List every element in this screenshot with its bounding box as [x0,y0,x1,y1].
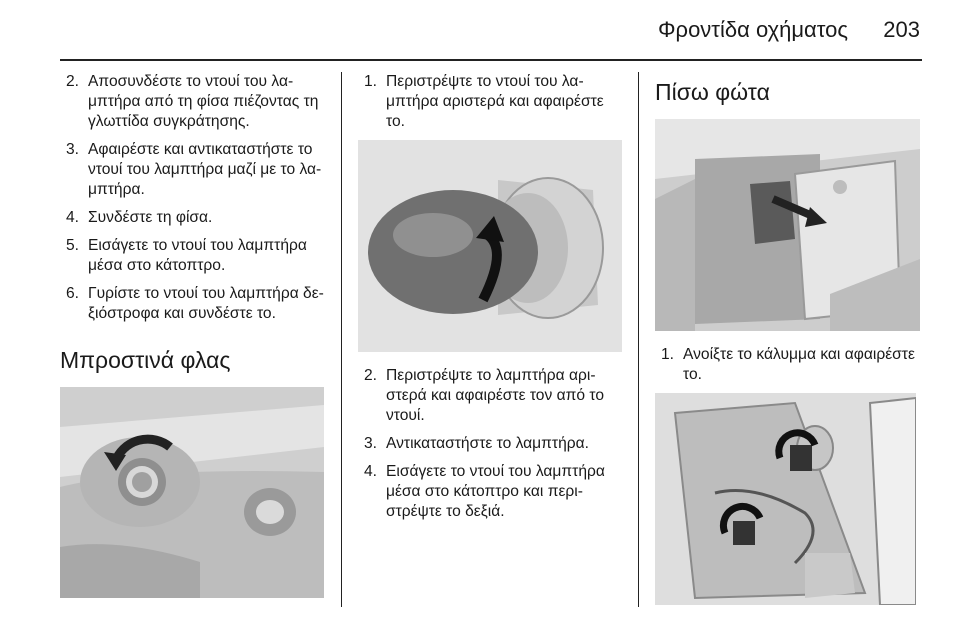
step-list-2b [358,366,624,522]
rear-light-cover-figure [655,119,920,331]
column-divider-1 [341,72,342,607]
step-number: 3. [364,435,378,452]
step-text: Εισάγετε το ντουί του λαμπτήρα μέσα στο κάτοπτρο. [88,237,307,274]
section-heading-front-indicators: Μπροστινά φλας [60,347,231,373]
step-text: Αποσυνδέστε το ντουί του λαμπτήρα από τη φίσα πιέζοντας τη γλωττίδα συγκράτησης. [88,73,319,130]
column-divider-2 [638,72,639,607]
step-number: 2. [364,367,378,384]
list-item [60,72,326,132]
step-number: 4. [364,463,378,480]
step-text: Γυρίστε το ντουί του λαμπτήρα δεξιόστροφα και συνδέστε το. [88,285,324,322]
list-item [60,140,326,200]
step-list-1 [60,72,326,324]
list-item [358,72,624,132]
step-text: Εισάγετε το ντουί του λαμπτήρα μέσα στο κάτοπτρο και περιστρέψτε το δεξιά. [386,463,605,520]
column-3 [655,72,923,605]
step-number: 4. [66,209,80,226]
list-item [358,366,624,426]
list-item [60,208,326,228]
list-item [655,345,923,385]
page-header [0,0,960,64]
step-number: 3. [66,141,80,158]
step-number: 1. [661,346,675,363]
step-text: Περιστρέψτε το λαμπτήρα αριστερά και αφαιρέστε τον από το ντουί. [386,367,605,424]
list-item [358,462,624,522]
list-item [358,434,624,454]
column-2 [358,72,624,530]
step-text: Περιστρέψτε το ντουί του λαμπτήρα αριστερά και αφαιρέστε το. [386,73,604,130]
rear-light-bulb-holders-figure [655,393,916,605]
list-item [60,236,326,276]
front-indicator-figure [60,387,324,598]
step-list-3 [655,345,923,385]
step-text: Αντικαταστήστε το λαμπτήρα. [386,435,589,452]
section-heading-rear-lights: Πίσω φώτα [655,79,770,105]
header-title: Φροντίδα οχήματος [658,17,848,42]
step-number: 2. [66,73,80,90]
list-item [60,284,326,324]
step-number: 5. [66,237,80,254]
step-text: Συνδέστε τη φίσα. [88,209,213,226]
step-text: Αφαιρέστε και αντικαταστήστε το ντουί του λαμπτήρα μαζί με το λαμπτήρα. [88,141,322,198]
step-text: Ανοίξτε το κάλυμμα και αφαιρέστε το. [683,346,915,383]
step-number: 1. [364,73,378,90]
header-rule [60,59,922,61]
step-list-2a [358,72,624,132]
step-number: 6. [66,285,80,302]
bulb-removal-figure [358,140,622,352]
column-1 [60,72,326,598]
page-number: 203 [883,17,920,42]
